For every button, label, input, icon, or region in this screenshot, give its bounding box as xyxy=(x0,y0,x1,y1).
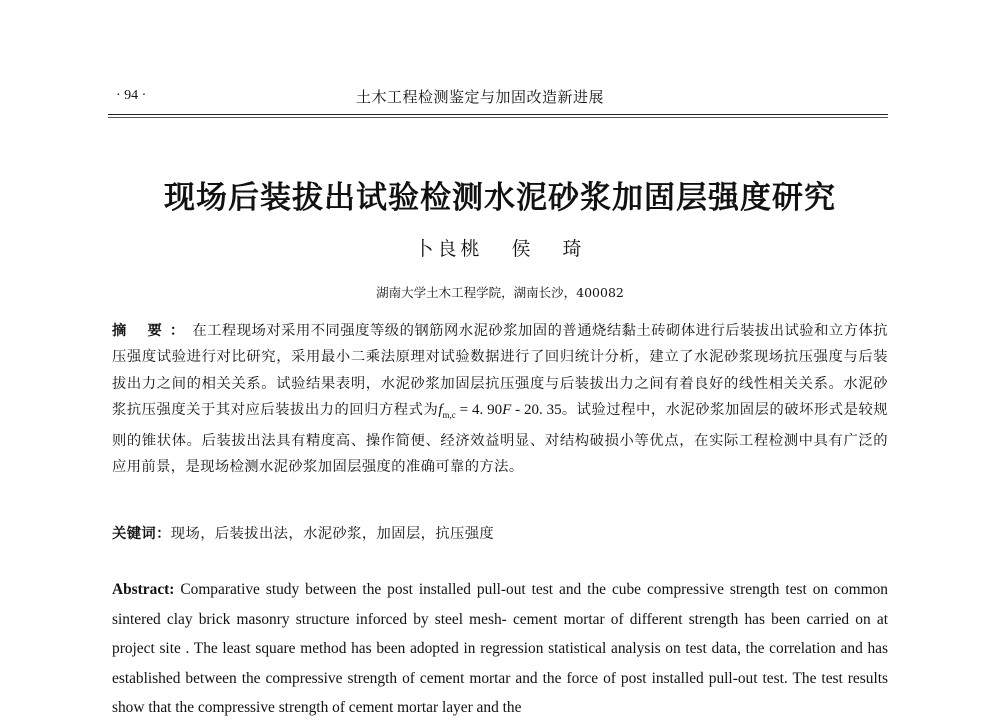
running-header xyxy=(108,86,888,114)
keywords-text: 现场，后装拔出法，水泥砂浆，加固层，抗压强度 xyxy=(170,526,495,542)
formula-variable: F xyxy=(502,401,512,418)
affiliation: 湖南大学土木工程学院，湖南长沙，400082 xyxy=(376,285,624,300)
abstract-cn-text-1: 在工程现场对采用不同强度等级的钢筋网水泥砂浆加固的普通烧结黏土砖砌体进行后装拔出试验和立方体抗压强度试验进行对比研究，采用最小二乘法原理对试验数据进行了回归统计分析，建立了水泥砂浆现场抗压强度与后装拔出力之间的相关关系。试验结果表明，水泥砂浆加固层抗压强度与后装拔出力之间有着良好的线性相关关系。水泥砂浆抗压强度关于其对应后装拔出力的回归方程式为 xyxy=(112,323,889,418)
formula-intercept: - 20. 35 xyxy=(511,401,562,418)
article-title: 现场后装拔出试验检测水泥砂浆加固层强度研究 xyxy=(164,180,836,216)
header-rule-thin xyxy=(108,117,888,118)
formula-f: f xyxy=(438,401,443,418)
keywords xyxy=(112,523,888,543)
abstract-cn-label: 摘 要： xyxy=(112,323,193,339)
header-rule xyxy=(108,114,888,115)
authors: 卜良桃 侯 琦 xyxy=(414,238,586,260)
page-number: · 94 · xyxy=(116,88,147,103)
regression-formula xyxy=(438,402,561,418)
abstract-cn-text-2: 。试验过程中，水泥砂浆加固层的破坏形式是较规则的锥状体。后装拔出法具有精度高、操作简便、经济效益明显、对结构破损小等优点，在实际工程检测中具有广泛的应用前景，是现场检测水泥砂浆加固层强度的准确可靠的方法。 xyxy=(112,401,888,476)
abstract-chinese xyxy=(112,318,888,481)
abstract-en-label: Abstract: xyxy=(112,581,175,598)
formula-subscript: m,c xyxy=(442,409,456,420)
formula-coefficient: = 4. 90 xyxy=(455,401,503,418)
journal-title: 土木工程检测鉴定与加固改造新进展 xyxy=(356,88,605,106)
keywords-label: 关键词： xyxy=(112,526,171,542)
abstract-english xyxy=(112,575,888,723)
abstract-en-text: Comparative study between the post installed pull-out test and the cube compressive strength test on common sintered clay brick masonry structure inforced by steel mesh- cement mortar of different strength has been carried on at project site . The least square method has been adopted in regression statistical analysis on test data, the correlation and has established between the compressive strength of cement mortar and the force of post installed pull-out test. The test results show that the compressive strength of cement mortar layer and the xyxy=(112,581,888,716)
